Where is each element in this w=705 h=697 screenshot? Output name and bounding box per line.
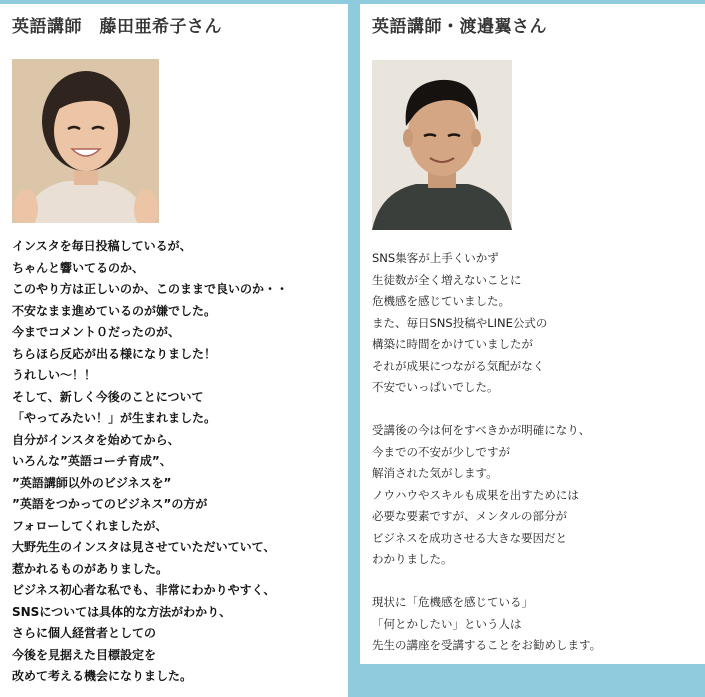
testimonial-card-watanabe bbox=[360, 4, 705, 664]
portrait-man-icon bbox=[372, 60, 512, 230]
portrait-woman-icon bbox=[12, 59, 159, 223]
testimonial-card-fujita bbox=[0, 4, 348, 697]
testimonial-text: インスタを毎日投稿しているが、 ちゃんと響いてるのか、 このやり方は正しいのか、このままで良いのか・・ 不安なまま進めているのが嫌でした。 今までコメント０だったのが、 ちらほら反応が出る様になりました！ うれしい～！！ そして、新しく今後のことについて 「やってみたい！」が生まれました。 自分がインスタを始めてから、 いろんな”英語コーチ育成”、 ”英語講師以外のビジネスを” ”英語をつかってのビジネス”の方が フォローしてくれましたが、 大野先生のインスタは見させていただいていて、 惹かれるものがありました。 ビジネス初心者な私でも、非常にわかりやすく、 SNSについては具体的な方法がわかり、 さらに個人経営者としての 今後を見据えた目標設定を 改めて考える機会になりました。 bbox=[12, 239, 289, 683]
portrait-man-photo bbox=[372, 60, 512, 230]
portrait-woman-photo bbox=[12, 59, 159, 223]
card-title: 英語講師 藤田亜希子さん bbox=[12, 17, 222, 37]
card-title: 英語講師・渡邉翼さん bbox=[372, 17, 547, 37]
testimonial-text: SNS集客が上手くいかず 生徒数が全く増えないことに 危機感を感じていました。 また、毎日SNS投稿やLINE公式の 構築に時間をかけていましたが それが成果につながる気配がなく 不安でいっぱいでした。 受講後の今は何をすべきかが明確になり、 今までの不安が少しですが 解消された気がします。 ノウハウやスキルも成果を出すためには 必要な要素ですが、メンタルの部分が ビジネスを成功させる大きな要因だと わかりました。 現状に「危機感を感じている」 「何とかしたい」という人は 先生の講座を受講することをお勧めします。 bbox=[372, 251, 602, 652]
